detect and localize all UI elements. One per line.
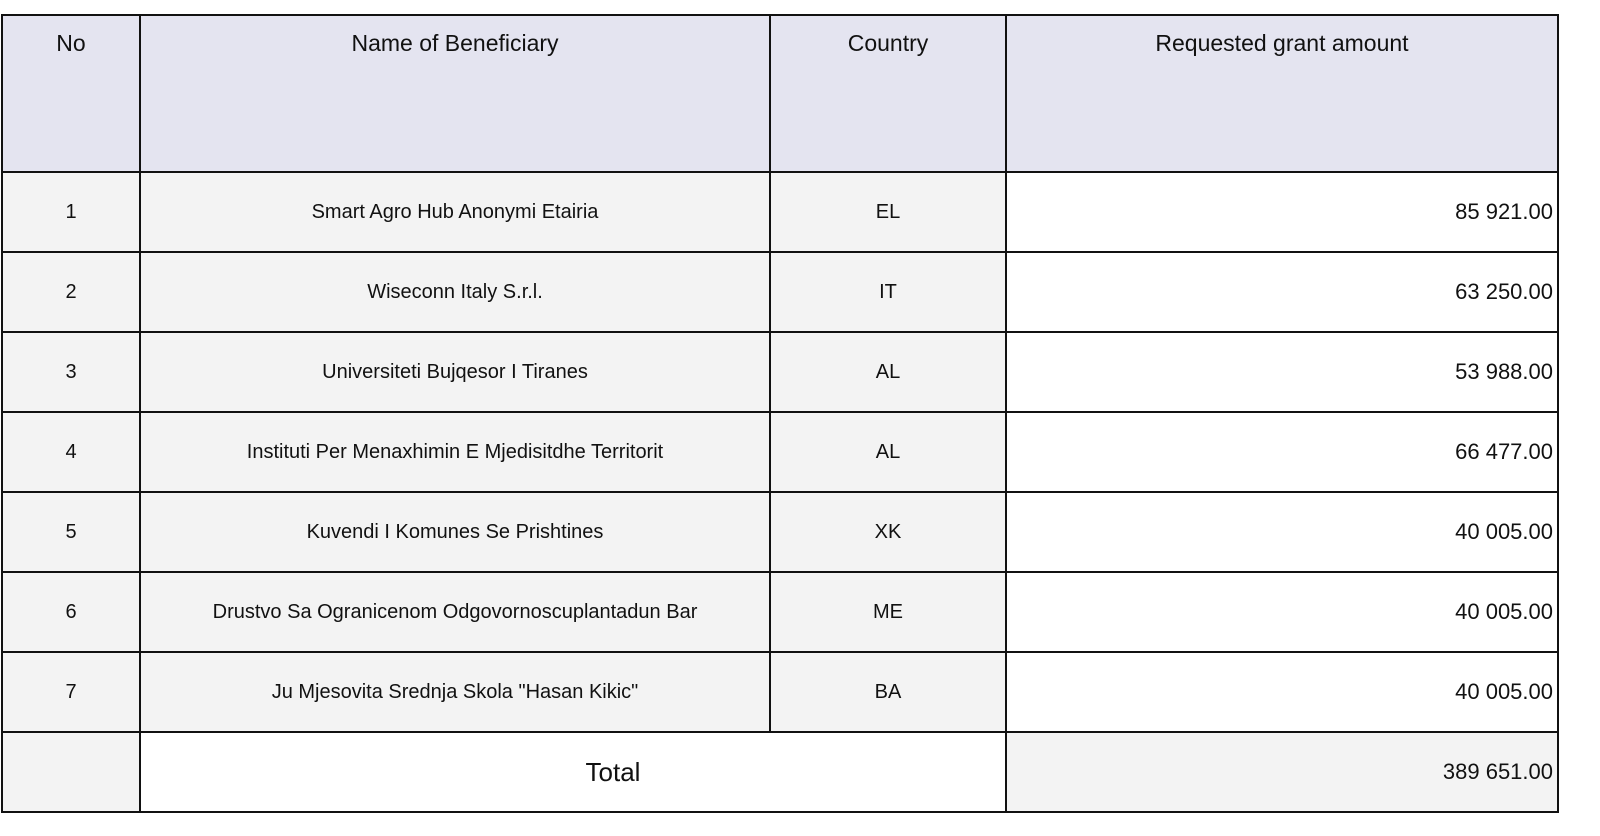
beneficiary-name: Wiseconn Italy S.r.l. — [140, 252, 770, 332]
row-number: 6 — [2, 572, 140, 652]
beneficiary-name: Kuvendi I Komunes Se Prishtines — [140, 492, 770, 572]
table-footer — [2, 732, 1558, 812]
table-body — [2, 172, 1558, 732]
grant-amount: 40 005.00 — [1006, 492, 1558, 572]
beneficiary-name: Drustvo Sa Ogranicenom Odgovornoscuplantadun Bar — [140, 572, 770, 652]
country-code: AL — [770, 332, 1006, 412]
row-number: 2 — [2, 252, 140, 332]
beneficiary-name: Instituti Per Menaxhimin E Mjedisitdhe Territorit — [140, 412, 770, 492]
total-row — [2, 732, 1558, 812]
total-amount: 389 651.00 — [1006, 732, 1558, 812]
total-label: Total — [140, 732, 1006, 812]
table-header — [2, 15, 1558, 172]
beneficiary-name: Universiteti Bujqesor I Tiranes — [140, 332, 770, 412]
grant-amount: 63 250.00 — [1006, 252, 1558, 332]
header-name-of-beneficiary: Name of Beneficiary — [140, 15, 770, 172]
header-no: No — [2, 15, 140, 172]
total-empty-cell — [2, 732, 140, 812]
country-code: IT — [770, 252, 1006, 332]
row-number: 1 — [2, 172, 140, 252]
row-number: 5 — [2, 492, 140, 572]
table-row — [2, 492, 1558, 572]
beneficiary-grant-table — [1, 14, 1559, 813]
table-row — [2, 572, 1558, 652]
table-row — [2, 172, 1558, 252]
beneficiary-name: Smart Agro Hub Anonymi Etairia — [140, 172, 770, 252]
grant-amount: 40 005.00 — [1006, 652, 1558, 732]
table-row — [2, 412, 1558, 492]
country-code: BA — [770, 652, 1006, 732]
header-row — [2, 15, 1558, 172]
row-number: 3 — [2, 332, 140, 412]
grant-amount: 53 988.00 — [1006, 332, 1558, 412]
table-row — [2, 652, 1558, 732]
grant-amount: 40 005.00 — [1006, 572, 1558, 652]
beneficiary-name: Ju Mjesovita Srednja Skola "Hasan Kikic" — [140, 652, 770, 732]
country-code: ME — [770, 572, 1006, 652]
country-code: EL — [770, 172, 1006, 252]
table-row — [2, 332, 1558, 412]
country-code: XK — [770, 492, 1006, 572]
grant-amount: 66 477.00 — [1006, 412, 1558, 492]
header-country: Country — [770, 15, 1006, 172]
row-number: 4 — [2, 412, 140, 492]
table-row — [2, 252, 1558, 332]
row-number: 7 — [2, 652, 140, 732]
header-requested-grant-amount: Requested grant amount — [1006, 15, 1558, 172]
grant-amount: 85 921.00 — [1006, 172, 1558, 252]
country-code: AL — [770, 412, 1006, 492]
